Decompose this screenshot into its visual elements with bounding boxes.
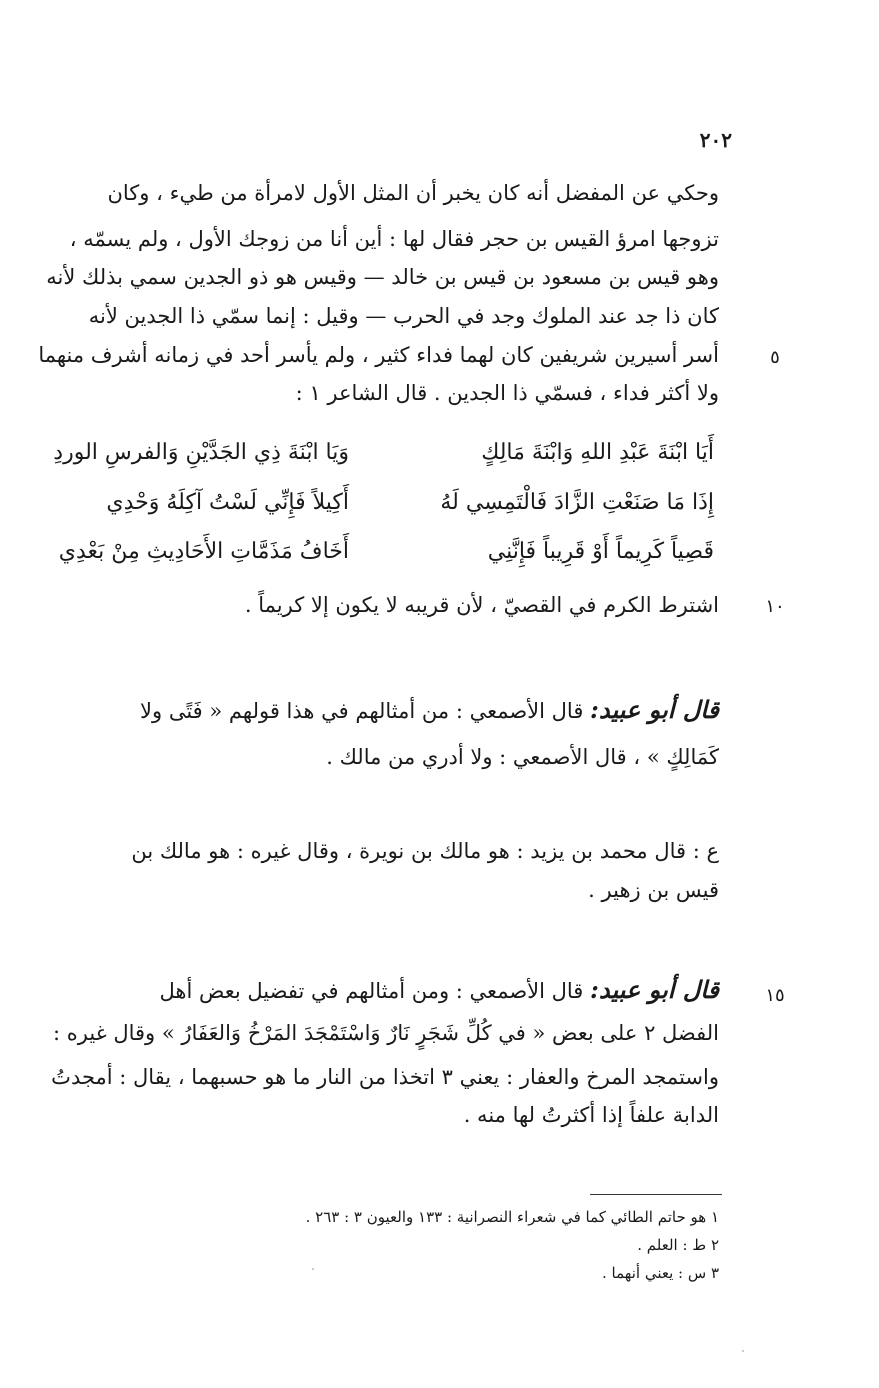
paragraph-1-line-3: وهو قيس بن مسعود بن قيس بن خالد — وقيس هو ذو الجدين سمي بذلك لأنه [46,265,719,289]
section-2-line-1-text: قال الأصمعي : من أمثالهم في هذا قولهم « فَتًى ولا [140,699,584,723]
paragraph-1-line-5: أسر أسيرين شريفين كان لهما فداء كثير ، ولم يأسر أحد في زمانه أشرف منهما [38,343,719,367]
paragraph-1-line-6: ولا أكثر فداء ، فسمّي ذا الجدين . قال الشاعر ١ : [295,381,719,405]
section-3-line-2: قيس بن زهير . [588,878,719,902]
line-marker-5: ٥ [770,347,780,368]
poem-verse-1-first-hemistich: أَيَا ابْنَةَ عَبْدِ اللهِ وَابْنَةَ مَالِكٍ [481,440,714,465]
poem-verse-2-second-hemistich: أَكِيلاً فَإِنِّي لَسْتُ آكِلَهُ وَحْدِي [106,490,349,515]
footnote-2: ٢ ط : العلم . [637,1236,719,1254]
paragraph-1-line-1: وحكي عن المفضل أنه كان يخبر أن المثل الأول لامرأة من طيء ، وكان [107,181,719,205]
section-2-line-1 [0,695,719,726]
poem-verse-1-second-hemistich: وَيَا ابْنَةَ ذِي الجَدَّيْنِ وَالفرسِ الوردِ [53,440,349,465]
page-number: ٢٠٢ [699,128,732,152]
section-3-line-1: ع : قال محمد بن يزيد : هو مالك بن نويرة ، وقال غيره : هو مالك بن [131,839,719,863]
section-4-heading: قال أبو عبيد: [590,975,719,1004]
scan-speck [312,1268,314,1270]
line-marker-15: ١٥ [765,985,785,1006]
footnote-1: ١ هو حاتم الطائي كما في شعراء النصرانية : ١٣٣ والعيون ٣ : ٢٦٣ . [305,1208,719,1226]
section-4-line-3: واستمجد المرخ والعفار : يعني ٣ اتخذا من النار ما هو حسبهما ، يقال : أمجدتُ [51,1065,719,1089]
section-4-line-2: الفضل ٢ على بعض « في كُلِّ شَجَرٍ نَارٌ وَاسْتَمْجَدَ المَرْخُ وَالعَفَارُ » وقال غيره : [53,1021,719,1045]
poem-verse-2-first-hemistich: إِذَا مَا صَنَعْتِ الزَّادَ فَالْتَمِسِي لَهُ [440,490,714,515]
line-marker-10: ١٠ [765,596,785,617]
scan-speck [742,1350,744,1352]
section-4-line-4: الدابة علفاً إذا أكثرتُ لها منه . [463,1103,719,1127]
paragraph-1-line-2: تزوجها امرؤ القيس بن حجر فقال لها : أين أنا من زوجك الأول ، ولم يسمّه ، [69,227,719,251]
poem-verse-3-first-hemistich: قَصِياً كَرِيماً أَوْ قَرِيباً فَإِنَّنِي [487,539,714,564]
section-4-line-1-text: قال الأصمعي : ومن أمثالهم في تفضيل بعض أهل [159,979,584,1003]
section-2-line-2: كَمَالِكٍ » ، قال الأصمعي : ولا أدري من مالك . [326,745,719,769]
section-4-line-1 [0,975,719,1006]
poem-verse-3-second-hemistich: أَخَافُ مَذَمَّاتِ الأَحَادِيثِ مِنْ بَعْدِي [58,539,349,564]
section-2-heading: قال أبو عبيد: [590,695,719,724]
footnote-3: ٣ س : يعني أنهما . [602,1264,719,1282]
paragraph-1-line-4: كان ذا جد عند الملوك وجد في الحرب — وقيل : إنما سمّي ذا الجدين لأنه [88,304,719,328]
after-poem-line: اشترط الكرم في القصيّ ، لأن قريبه لا يكون إلا كريماً . [244,593,719,617]
footnote-divider [590,1194,722,1195]
